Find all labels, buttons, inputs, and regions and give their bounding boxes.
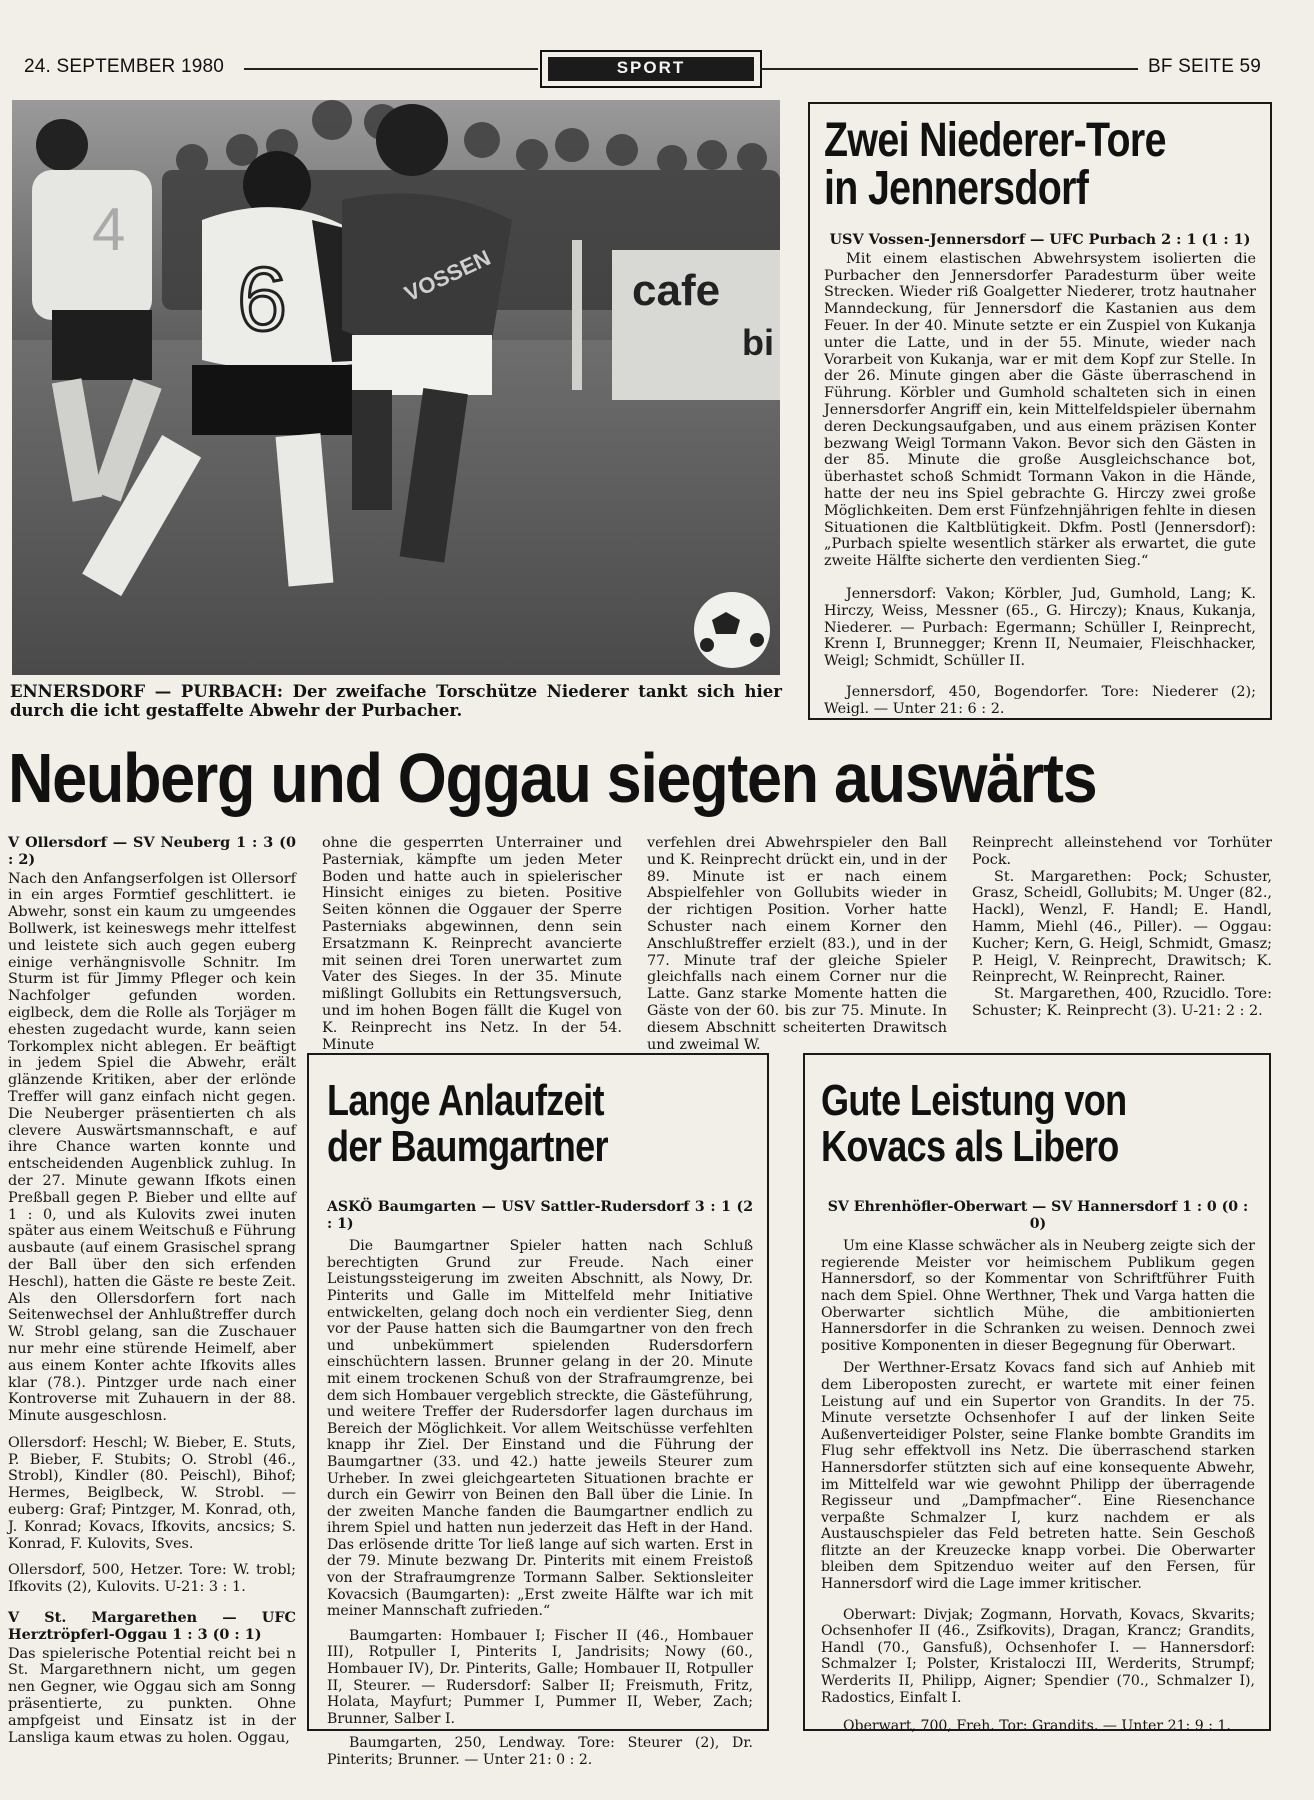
column-1 [8, 835, 296, 1746]
sign-text: cafe [632, 266, 721, 315]
header-rule-left [244, 68, 538, 70]
article-baumgartner-body: Die Baumgartner Spieler hatten nach Schluß berechtigten Grund zur Freude. Nach einer Leistungssteigerung im zweiten Abschnitt, als Nowy, Dr. Pinterits und Galle im Mittelfeld mehr Initiative entwickelten, gelang doch noch ein verdienter Sieg, denn vor der Pause hatten sich die Baumgartner von den frech und unbekümmert spielenden Rudersdorfern einschüchtern lassen. Brunner gelang in der 20. Minute mit einem trockenen Schuß von der Strafraumgrenze, bei dem sich Hombauer vergeblich streckte, die Gästeführung, und weitere Treffer der Rudersdorfer lagen durchaus im Bereich der Möglichkeit. Vor allem Weitschüsse verfehlten knapp ihr Ziel. Der Einstand und die Führung der Baumgartner (33. und 42.) hatte jeweils Steurer zum Urheber. In zwei gleichgearteten Situationen brachte er durch ein Gewirr von Beinen den Ball über die Linie. In der zweiten Manche fanden die Baumgartner endlich zu ihrem Spiel und hatten nun jederzeit das Heft in der Hand. Das erlösende dritte Tor ließ lange auf sich warten. Erst in der 79. Minute bezwang Dr. Pinterits mit einem Freistoß von der Strafraumgrenze Tormann Salber. Sektionsleiter Kovacsich (Baumgarten): „Erst zweite Hälfte war ich mit meiner Mannschaft zufrieden.“ [327, 1238, 753, 1620]
article-baumgartner-headline-1: Lange Anlaufzeit [327, 1076, 604, 1125]
article-kovacs-stats: Oberwart, 700, Freh. Tor: Grandits. — Unter 21: 9 : 1. [843, 1718, 1231, 1735]
article-baumgartner-headline-2: der Baumgartner [327, 1122, 608, 1171]
article-baumgartner-text [327, 1199, 753, 1769]
column-1-body: Nach den Anfangserfolgen ist Ollersorf in ein arges Formtief geschlittert. ie Abwehr, sonst ein kaum zu umgeendes Bollwerk, ist keineswegs mehr ittelfest und leistete sich auch gegen euberg einige verhängnisvolle Schnitr. Im Sturm ist für Jimmy Pfleger och kein Nachfolger gefunden worden. eiglbeck, dem die Rolle als Torjäger m ehesten zugedacht wurde, kann seien Torkomplex nicht ablegen. Er beäftigt in jedem Spiel die Abwehr, erält glänzende Kritiken, aber der erlönde Treffer will ganz einfach nicht gegen. Die Neuberger präsentierten ch als clevere Auswärtsmannschaft, e auf ihre Chance warten konnte und entscheidenden Augenblick zuhlug. In der 27. Minute gewann Ifkots einen Preßball gegen P. Bieber und ellte auf 1 : 0, und als Kulovits zwei inuten später aus einem Weitschuß e Führung ausbaute (auf einem Grasischel sprang der Ball über den sich erfenden Heschl), hatten die Gäste re beste Zeit. Als den Ollersdorfern fort nach Seitenwechsel der Anhlußtreffer durch W. Strobl gelang, san die Zuschauer nur mehr eine stürende Heimelf, aber aus einem Konter achte Ifkovits alles klar (78.). Pintzger urde nach einer Kontroverse mit Zuhauern in der 88. Minute ausgeschlosn. [8, 870, 296, 1425]
sign-text-2: bi [742, 322, 774, 363]
photo-caption: ENNERSDORF — PURBACH: Der zweifache Torschütze Niederer tankt sich hier durch die icht gestaffelte Abwehr der Purbacher. [10, 682, 782, 720]
column-1-body-2: Das spielerische Potential reicht bei n St. Margarethnern nicht, um gegen nen Gegner, wie Oggau sich am Sonng präsentierte, zu punkten. Ohne ampfgeist und Einsatz ist in der Lansliga kaum etwas zu holen. Oggau, [8, 1645, 296, 1746]
column-4-body: Reinprecht alleinstehend vor Torhüter Pock. [972, 835, 1272, 868]
article-kovacs-body: Um eine Klasse schwächer als in Neuberg zeigte sich der regierende Meister vor heimischem Publikum gegen Hannersdorf, so der Kommentar von Schriftführer Fuith nach dem Spiel. Ohne Werthner, Thek und Varga hatten die Oberwarter sichtlich Mühe, die ambitionierten Hannersdorfer in die Schranken zu weisen. Dennoch zwei positive Komponenten in dieser Begegnung für Oberwart. [821, 1238, 1255, 1354]
article-niederer-headline-2: in Jennersdorf [824, 162, 1089, 215]
issue-date: 24. SEPTEMBER 1980 [24, 56, 225, 77]
article-baumgartner-box [307, 1053, 769, 1768]
article-kovacs-box [803, 1053, 1271, 1735]
column-1-match: V Ollersdorf — SV Neuberg 1 : 3 (0 : 2) [8, 834, 296, 868]
column-1-lineup: Ollersdorf: Heschl; W. Bieber, E. Stuts, P. Bieber, F. Stubits; O. Strobl (46., Strobl), Kindler (80. Peischl), Bihof; Hermes, Beiglbeck, W. Strobl. — euberg: Graf; Pintzger, M. Konrad, oth, J. Konrad; Kovacs, Ifkovits, ancsics; S. Konrad, F. Kulovits, Sves. [8, 1434, 296, 1552]
article-niederer-match: USV Vossen-Jennersdorf — UFC Purbach 2 : 1 (1 : 1) [829, 231, 1251, 248]
column-1-stats: Ollersdorf, 500, Hetzer. Tore: W. trobl; Ifkovits (2), Kulovits. U-21: 3 : 1. [8, 1562, 296, 1596]
column-2 [322, 835, 622, 1053]
section-label-box [540, 50, 762, 88]
article-baumgartner-match: ASKÖ Baumgarten — USV Sattler-Rudersdorf 3 : 1 (2 : 1) [327, 1199, 753, 1232]
main-headline: Neuberg und Oggau siegten auswärts [8, 739, 1097, 817]
article-niederer-text [824, 232, 1256, 718]
article-kovacs-match: SV Ehrenhöfler-Oberwart — SV Hannersdorf 1 : 0 (0 : 0) [827, 1199, 1249, 1232]
article-kovacs-headline-1: Gute Leistung von [821, 1076, 1127, 1125]
article-baumgartner-lineup: Baumgarten: Hombauer I; Fischer II (46., Hombauer III), Rotpuller I, Pinterits I, Jandrisits; Nowy (60., Hombauer IV), Dr. Pinterits, Galle; Hombauer II, Rotpuller II, Steurer. — Rudersdorf: Salber II; Freismuth, Fritz, Holata, Mayfurt; Pummer I, Pummer II, Weber, Zach; Brunner, Salber I. [327, 1627, 753, 1727]
article-niederer-box [808, 102, 1272, 720]
column-3-body: verfehlen drei Abwehrspieler den Ball und K. Reinprecht drückt ein, und in der 89. Minute ist er nach einem Abspielfehler von Gollubits wieder in der richtigen Position. Vorher hatte Schuster nach einem Korner den Anschlußtreffer erzielt (83.), und in der 77. Minute traf der gleiche Spieler gleichfalls nach einem Corner nur die Latte. Ganz starke Momente hatten die Gäste von der 60. bis zur 75. Minute. In diesem Abschnitt scheiterten Drawitsch und zweimal W. [647, 835, 947, 1053]
column-1-match-2: V St. Margarethen — UFC Herztröpferl-Oggau 1 : 3 (0 : 1) [8, 1609, 296, 1643]
article-kovacs-headline-2: Kovacs als Libero [821, 1122, 1119, 1171]
article-kovacs-text [821, 1199, 1255, 1735]
section-label: SPORT [548, 57, 754, 81]
match-photo [12, 100, 780, 675]
article-kovacs-body-2: Der Werthner-Ersatz Kovacs fand sich auf Anhieb mit dem Liberoposten zurecht, er wartete mit einer feinen Leistung auf und ein Supertor von Grandits. In der 75. Minute versetzte Ochsenhofer I auf der linken Seite Außenverteidiger Polster, seine Flanke bombte Grandits im Flug sehr effektvoll ins Netz. Die überraschend starken Hannersdorfer stützten sich auf eine konsequente Abwehr, im Mittelfeld war wie gewohnt Philipp der überragende Regisseur und „Dampfmacher“. Eine Riesenchance verpaßte Schmalzer I, kurz nachdem er als Austauschspieler das Feld betreten hatte. Sein Geschoß flitzte an der Kreuzecke knapp vorbei. Die Oberwarter bleiben dem Spitzenduo weiter auf den Fersen, für Hannersdorf wird die Lage immer kritischer. [821, 1360, 1255, 1593]
article-niederer-body: Mit einem elastischen Abwehrsystem isolierten die Purbacher den Jennersdorfer Paradesturm über weite Strecken. Wieder riß Goalgetter Niederer, trotz hautnaher Manndeckung, für Jennersdorf die Kastanien aus dem Feuer. In der 40. Minute setzte er ein Zuspiel von Kukanja unter die Latte, und in der 55. Minute, wieder nach Vorarbeit von Kukanja, war er mit dem Kopf zur Stelle. In der 26. Minute gingen aber die Gäste überraschend in Führung. Körbler und Gumhold schalteten sich in einen Jennersdorfer Angriff ein, kein Mittelfeldspieler übernahm deren Deckungsaufgaben, und aus einem präzisen Konter bezwang Weigl Tormann Vakon. Bevor sich den Gästen in der 85. Minute die große Ausgleichschance bot, überhastet schoß Schmidt Tormann Vakon in die Hände, hatte der neu ins Spiel gebrachte G. Hirczy zwei große Möglichkeiten. Dem erst Fünfzehnjährigen fehlte in diesen Situationen die Kaltblütigkeit. Dkfm. Postl (Jennersdorf): „Purbach spielte wesentlich stärker als erwartet, die gute zweite Hälfte sicherte den verdienten Sieg.“ [824, 250, 1256, 570]
column-4-stats: St. Margarethen, 400, Rzucidlo. Tore: Schuster; K. Reinprecht (3). U-21: 2 : 2. [972, 986, 1272, 1019]
photo-illustration [12, 100, 780, 675]
header-rule-right [760, 68, 1138, 70]
article-niederer-lineup: Jennersdorf: Vakon; Körbler, Jud, Gumhold, Lang; K. Hirczy, Weiss, Messner (65., G. Hirczy); Knaus, Kukanja, Niederer. — Purbach: Egermann; Schüller I, Reinprecht, Krenn I, Brunnegger; Krenn II, Neumaier, Fleischhacker, Weigl; Schmidt, Schüller II. [824, 585, 1256, 670]
column-4 [972, 835, 1272, 1020]
article-kovacs-lineup: Oberwart: Divjak; Zogmann, Horvath, Kovacs, Skvarits; Ochsenhofer II (46., Zsifkovits), Dragan, Krancz; Grandits, Handl (70., Gansfuß), Ochsenhofer I. — Hannersdorf: Schmalzer I; Polster, Kristaloczi III, Werderits, Strumpf; Werderits II, Philipp, Aigner; Spendier (70., Schmalzer I), Radostics, Einfalt I. [821, 1606, 1255, 1706]
article-niederer-headline-1: Zwei Niederer-Tore [824, 114, 1166, 167]
article-baumgartner-stats: Baumgarten, 250, Lendway. Tore: Steurer (2), Dr. Pinterits; Brunner. — Unter 21: 0 : 2. [327, 1735, 753, 1768]
jersey-number-back: 6 [237, 250, 288, 350]
shirt-text: VOSSEN [400, 244, 495, 307]
article-niederer-stats: Jennersdorf, 450, Bogendorfer. Tore: Niederer (2); Weigl. — Unter 21: 6 : 2. [824, 683, 1256, 717]
column-3 [647, 835, 947, 1053]
column-4-lineup: St. Margarethen: Pock; Schuster, Grasz, Scheidl, Gollubits; M. Unger (82., Hackl), Wenzl, F. Handl; E. Handl, Hamm, Miehl (46., Piller). — Oggau: Kucher; Kern, G. Heigl, Schmidt, Gmasz; P. Heigl, V. Reinprecht, Drawitsch; K. Reinprecht, W. Reinprecht, Rainer. [972, 868, 1272, 986]
column-2-body: ohne die gesperrten Unterrainer und Pasterniak, kämpfte um jeden Meter Boden und hatte auch in spielerischer Hinsicht einiges zu bieten. Positive Seiten können die Oggauer der Sperre Pasterniaks abgewinnen, denn sein Ersatzmann K. Reinprecht avancierte mit seinen drei Toren unerwartet zum Vater des Sieges. In der 35. Minute mißlingt Gollubits ein Rettungsversuch, und im hohen Bogen fällt die Kugel von K. Reinprecht ins Netz. In der 54. Minute [322, 835, 622, 1053]
jersey-number-left: 4 [92, 196, 126, 263]
page-number: BF SEITE 59 [1148, 56, 1262, 77]
